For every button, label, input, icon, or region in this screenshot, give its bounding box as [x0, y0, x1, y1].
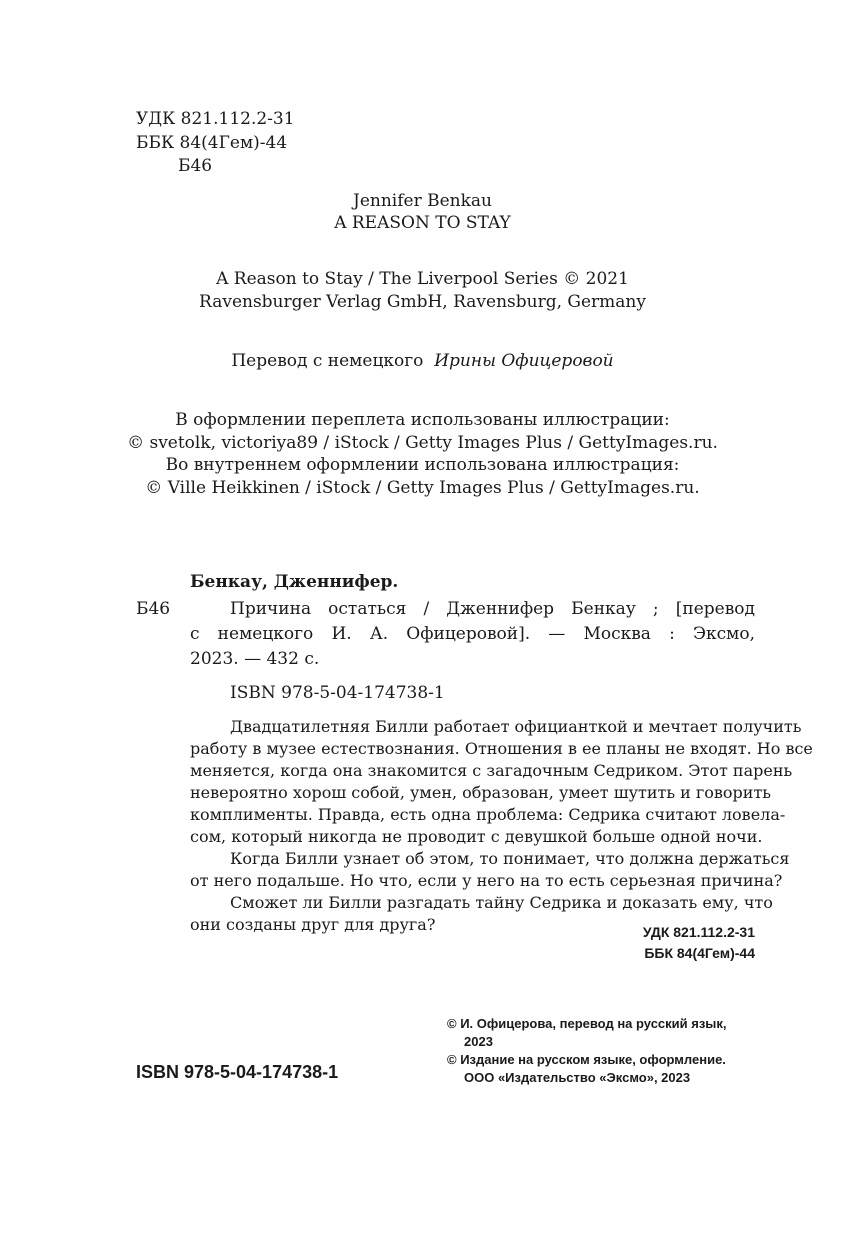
original-author: Jennifer Benkau — [353, 191, 492, 211]
copyright-edition-line2: ООО «Издательство «Эксмо», 2023 — [464, 1070, 691, 1085]
catalog-mark: Б46 — [136, 599, 171, 619]
translation-label: Перевод с немецкого — [231, 351, 424, 371]
catalog-description-line: Причина остаться / Дженнифер Бенкау ; [перевод — [230, 599, 755, 619]
copyright-translation-line1: © И. Офицерова, перевод на русский язык, — [447, 1016, 727, 1031]
copyright-translation-line2: 2023 — [464, 1034, 493, 1049]
annotation-line: комплименты. Правда, есть одна проблема: Седрика считают ловела- — [190, 805, 786, 824]
illustration-credit-line: © svetolk, victoriya89 / iStock / Getty Images Plus / GettyImages.ru. — [127, 433, 718, 453]
illustration-credit-line: В оформлении переплета использованы иллюстрации: — [175, 410, 670, 430]
original-copyright-line1: A Reason to Stay / The Liverpool Series © 2021 — [216, 269, 629, 289]
catalog-isbn: ISBN 978-5-04-174738-1 — [230, 683, 445, 703]
translation-credit — [0, 350, 845, 372]
copyright-edition-line1: © Издание на русском языке, оформление. — [447, 1052, 726, 1067]
annotation-line: невероятно хорош собой, умен, образован, умеет шутить и говорить — [190, 783, 772, 802]
original-copyright-line2: Ravensburger Verlag GmbH, Ravensburg, Germany — [199, 292, 646, 312]
catalog-heading: Бенкау, Дженнифер. — [190, 572, 399, 592]
bottom-bbk-code: ББК 84(4Гем)-44 — [644, 945, 755, 961]
annotation-line: от него подальше. Но что, если у него на то есть серьезная причина? — [190, 871, 783, 890]
translator-name: Ирины Офицеровой — [434, 351, 614, 371]
annotation-line: Двадцатилетняя Билли работает официанткой и мечтает получить — [230, 717, 802, 736]
annotation-line: Сможет ли Билли разгадать тайну Седрика и доказать ему, что — [230, 893, 773, 912]
annotation-line: меняется, когда она знакомится с загадочным Седриком. Этот парень — [190, 761, 793, 780]
udk-code: УДК 821.112.2-31 — [136, 109, 295, 129]
original-title: A REASON TO STAY — [334, 213, 511, 233]
annotation-line: они созданы друг для друга? — [190, 915, 436, 934]
catalog-description-line: 2023. — 432 с. — [190, 649, 320, 669]
illustration-credit-line: © Ville Heikkinen / iStock / Getty Images Plus / GettyImages.ru. — [145, 478, 700, 498]
illustration-credit-line: Во внутреннем оформлении использована иллюстрация: — [165, 455, 680, 475]
author-mark: Б46 — [178, 156, 213, 176]
bottom-udk-code: УДК 821.112.2-31 — [642, 924, 755, 940]
annotation-line: работу в музее естествознания. Отношения в ее планы не входят. Но все — [190, 739, 813, 758]
annotation-line: сом, который никогда не проводит с девушкой больше одной ночи. — [190, 827, 763, 846]
annotation-line: Когда Билли узнает об этом, то понимает, что должна держаться — [230, 849, 790, 868]
catalog-description-line: с немецкого И. А. Офицеровой]. — Москва : Эксмо, — [190, 624, 755, 644]
footer-isbn: ISBN 978-5-04-174738-1 — [136, 1062, 339, 1082]
bbk-code: ББК 84(4Гем)-44 — [136, 133, 288, 153]
